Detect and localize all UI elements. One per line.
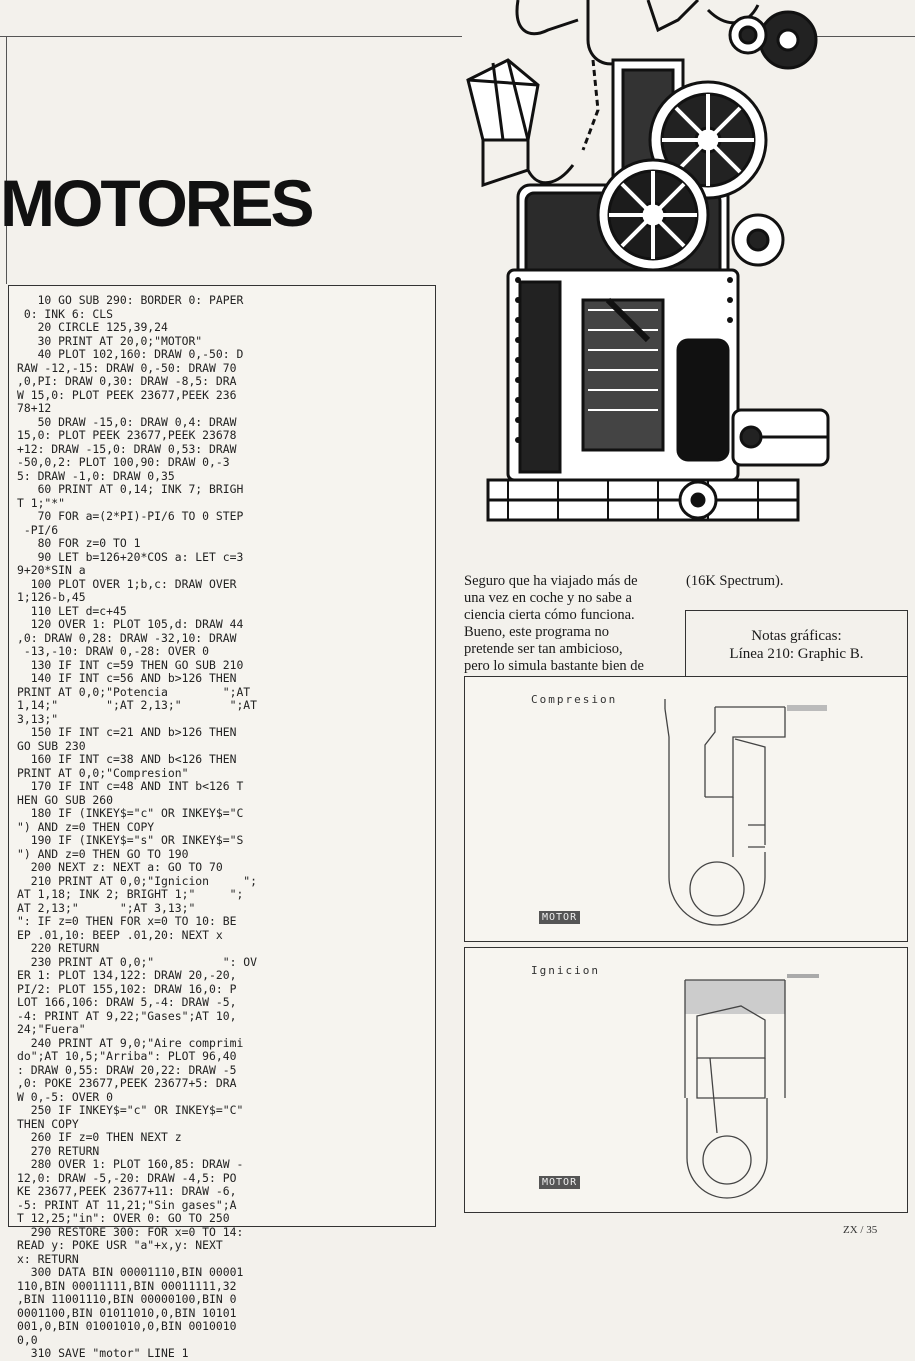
motor-tag-1: MOTOR bbox=[539, 911, 580, 924]
engine-diagram-compresion bbox=[465, 677, 908, 942]
screen-label-ignicion: Ignicion bbox=[531, 964, 600, 977]
top-rule bbox=[0, 36, 462, 37]
spectrum-note: (16K Spectrum). bbox=[686, 573, 784, 589]
engine-diagram-ignicion bbox=[465, 948, 908, 1213]
screenshot-compresion bbox=[464, 676, 908, 942]
notes-heading: Notas gráficas: bbox=[751, 628, 842, 644]
page-title: MOTORES bbox=[0, 166, 312, 240]
program-listing: 10 GO SUB 290: BORDER 0: PAPER 0: INK 6: CLS 20 CIRCLE 125,39,24 30 PRINT AT 20,0;"MOTOR" 40 PLOT 102,160: DRAW 0,-50: D RAW -12,-15: DRAW 0,-50: DRAW 70 ,0,PI: DRAW 0,30: DRAW -8,5: DRA W 15,0: PLOT PEEK 23677,PEEK 236 78+12 50 DRAW -15,0: DRAW 0,4: DRAW 15,0: PLOT PEEK 23677,PEEK 23678 +12: DRAW -15,0: DRAW 0,53: DRAW -50,0,2: PLOT 100,90: DRAW 0,-3 5: DRAW -1,0: DRAW 0,35 60 PRINT AT 0,14; INK 7; BRIGH T 1;"*" 70 FOR a=(2*PI)-PI/6 TO 0 STEP -PI/6 80 FOR z=0 TO 1 90 LET b=126+20*COS a: LET c=3 9+20*SIN a 100 PLOT OVER 1;b,c: DRAW OVER 1;126-b,45 110 LET d=c+45 120 OVER 1: PLOT 105,d: DRAW 44 ,0: DRAW 0,28: DRAW -32,10: DRAW -13,-10: DRAW 0,-28: OVER 0 130 IF INT c=59 THEN GO SUB 210 140 IF INT c=56 AND b>126 THEN PRINT AT 0,0;"Potencia ";AT 1,14;" ";AT 2,13;" ";AT 3,13;" 150 IF INT c=21 AND b>126 THEN GO SUB 230 160 IF INT c=38 AND b<126 THEN PRINT AT 0,0;"Compresion" 170 IF INT c=48 AND INT b<126 T HEN GO SUB 260 180 IF (INKEY$="c" OR INKEY$="C ") AND z=0 THEN COPY 190 IF (INKEY$="s" OR INKEY$="S ") AND z=0 THEN GO TO 190 200 NEXT z: NEXT a: GO TO 70 210 PRINT AT 0,0;"Ignicion "; AT 1,18; INK 2; BRIGHT 1;" "; AT 2,13;" ";AT 3,13;" ": IF z=0 THEN FOR x=0 TO 10: BE EP .01,10: BEEP .01,20: NEXT x 220 RETURN 230 PRINT AT 0,0;" ": OV ER 1: PLOT 134,122: DRAW 20,-20, PI/2: PLOT 155,102: DRAW 16,0: P LOT 166,106: DRAW 5,-4: DRAW -5, -4: PRINT AT 9,22;"Gases";AT 10, 24;"Fuera" 240 PRINT AT 9,0;"Aire comprimi do";AT 10,5;"Arriba": PLOT 96,40 : DRAW 0,55: DRAW 20,22: DRAW -5 ,0: POKE 23677,PEEK 23677+5: DRA W 0,-5: OVER 0 250 IF INKEY$="c" OR INKEY$="C" THEN COPY 260 IF z=0 THEN NEXT z 270 RETURN 280 OVER 1: PLOT 160,85: DRAW - 12,0: DRAW -5,-20: DRAW -4,5: PO KE 23677,PEEK 23677+11: DRAW -6, -5: PRINT AT 11,21;"Sin gases";A T 12,25;"in": OVER 0: GO TO 250 290 RESTORE 300: FOR x=0 TO 14: READ y: POKE USR "a"+x,y: NEXT x: RETURN 300 DATA BIN 00001110,BIN 00001 110,BIN 00011111,BIN 00011111,32 ,BIN 11001110,BIN 00000100,BIN 0 0001100,BIN 01011010,0,BIN 10101 001,0,BIN 01001010,0,BIN 0010010 0,0 310 SAVE "motor" LINE 1 bbox=[17, 293, 258, 1360]
notes-line-210: Línea 210: Graphic B. bbox=[729, 646, 864, 662]
graphic-notes-box bbox=[685, 610, 908, 678]
screen-label-compresion: Compresion bbox=[531, 693, 618, 706]
motor-tag-2: MOTOR bbox=[539, 1176, 580, 1189]
program-listing-box bbox=[8, 285, 436, 1360]
engine-illustration bbox=[448, 0, 868, 540]
left-rule bbox=[6, 36, 7, 284]
screenshot-ignicion bbox=[464, 947, 908, 1213]
page-number: ZX / 35 bbox=[843, 1224, 878, 1236]
intro-text: Seguro que ha viajado más de una vez en coche y no sabe a ciencia cierta cómo funciona. Bueno, este programa no pretende ser tan ambicioso, pero lo simula bastante bien de bbox=[464, 573, 644, 674]
